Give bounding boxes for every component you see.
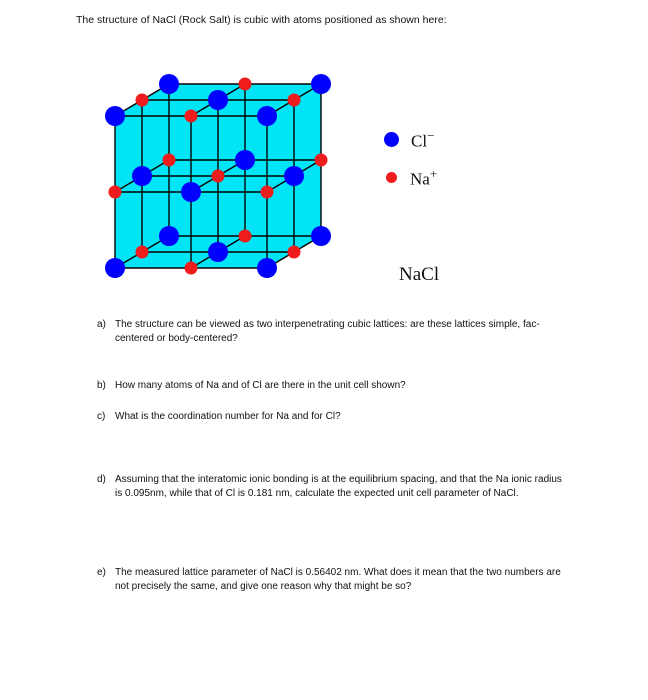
sodium-atom [239, 78, 252, 91]
atoms [105, 74, 331, 278]
chloride-atom [159, 74, 179, 94]
sodium-atom [185, 262, 198, 275]
sodium-atom [109, 186, 122, 199]
question-letter: b) [97, 380, 106, 391]
chloride-atom [311, 74, 331, 94]
red-circle-icon [386, 172, 397, 183]
sodium-atom [239, 230, 252, 243]
chloride-atom [105, 258, 125, 278]
legend-charge-cl: − [427, 128, 435, 143]
chloride-atom [159, 226, 179, 246]
question-c [97, 410, 577, 424]
sodium-atom [288, 246, 301, 259]
sodium-atom [315, 154, 328, 167]
chloride-atom [181, 182, 201, 202]
legend-symbol-cl: Cl [411, 131, 428, 151]
question-letter: e) [97, 567, 106, 578]
question-d [97, 473, 567, 501]
question-text: What is the coordination number for Na and for Cl? [115, 411, 341, 422]
sodium-atom [185, 110, 198, 123]
nacl-lattice-diagram [100, 58, 345, 278]
sodium-atom [136, 94, 149, 107]
chloride-atom [132, 166, 152, 186]
legend-item-sodium [386, 166, 437, 190]
question-text: The structure can be viewed as two interpenetrating cubic lattices: are these lattices simple, fac-centered or body-centered? [115, 319, 540, 344]
sodium-atom [288, 94, 301, 107]
chloride-atom [257, 106, 277, 126]
blue-circle-icon [384, 132, 399, 147]
intro-text: The structure of NaCl (Rock Salt) is cubic with atoms positioned as shown here: [76, 14, 447, 26]
question-text: How many atoms of Na and of Cl are there in the unit cell shown? [115, 380, 406, 391]
question-text: Assuming that the interatomic ionic bonding is at the equilibrium spacing, and that the Na ionic radius is 0.095nm, while that of Cl is 0.181 nm, calculate the expected unit cell parameter of NaCl. [115, 474, 562, 499]
chloride-atom [208, 90, 228, 110]
chloride-atom [311, 226, 331, 246]
sodium-atom [136, 246, 149, 259]
chloride-atom [284, 166, 304, 186]
legend-item-chloride [384, 128, 434, 152]
sodium-atom [212, 170, 225, 183]
sodium-atom [163, 154, 176, 167]
question-b [97, 379, 577, 393]
legend-charge-na: + [429, 166, 438, 181]
chloride-atom [208, 242, 228, 262]
chloride-atom [235, 150, 255, 170]
sodium-atom [261, 186, 274, 199]
chloride-atom [257, 258, 277, 278]
question-letter: c) [97, 411, 106, 422]
compound-label: NaCl [399, 264, 440, 285]
question-letter: d) [97, 474, 106, 485]
question-text: The measured lattice parameter of NaCl is 0.56402 nm. What does it mean that the two numbers are not precisely the same, and give one reason why that might be so? [115, 567, 561, 592]
chloride-atom [105, 106, 125, 126]
question-a [97, 318, 577, 346]
question-e [97, 566, 567, 594]
legend-symbol-na: Na [410, 169, 430, 189]
question-letter: a) [97, 319, 106, 330]
